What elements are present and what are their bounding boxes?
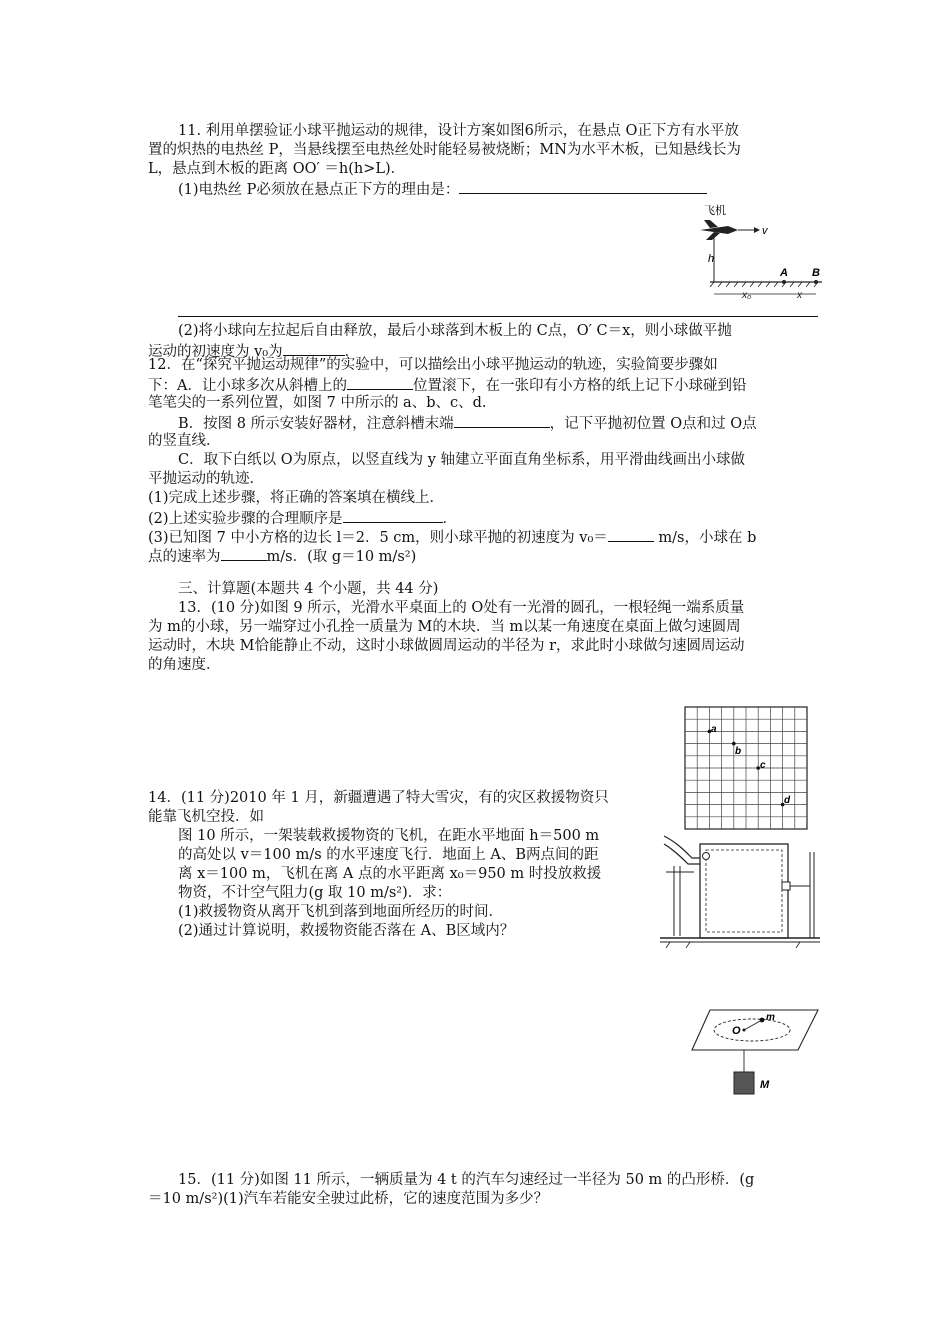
q12-step-c-line2: 平抛运动的轨迹．	[148, 471, 264, 487]
q11-line3: L，悬点到木板的距离 OO′ ＝h(h>L)．	[148, 161, 406, 177]
ball-icon	[703, 853, 710, 860]
q14-line3: 图 10 所示，一架装载救援物资的飞机，在距水平地面 h＝500 m	[178, 828, 600, 844]
label-a: A	[780, 267, 788, 279]
q11-part1-answer-line[interactable]	[178, 306, 818, 317]
q12-chute-blank[interactable]	[454, 413, 550, 428]
q14-line1: 14．(11 分)2010 年 1 月，新疆遭遇了特大雪灾，有的灾区救援物资只	[148, 790, 609, 806]
q15-line2: ＝10 m/s²)(1)汽车若能安全驶过此桥，它的速度范围为多少？	[148, 1191, 549, 1207]
point-a	[782, 280, 786, 284]
q12-sub3a: (3)已知图 7 中小方格的边长 l＝2．5 cm，则小球平抛的初速度为 v₀＝	[148, 530, 608, 546]
q14-line4: 的高处以 v＝100 m/s 的水平速度飞行．地面上 A、B两点间的距	[178, 847, 599, 863]
grid-label-c: c	[760, 760, 766, 771]
label-b: B	[812, 267, 820, 279]
chute-board-figure	[660, 832, 820, 950]
grid-label-a: a	[711, 724, 717, 735]
height-label: h	[708, 253, 715, 265]
q11-v0-blank[interactable]	[283, 341, 345, 356]
q12-sub3-line2	[148, 546, 416, 567]
q13-line2: 为 m的小球，另一端穿过小孔拴一质量为 M的木块．当 m以某一角速度在桌面上做匀速圆周	[148, 619, 741, 635]
q12-step-b	[178, 413, 757, 434]
q12-v0-blank[interactable]	[608, 527, 654, 542]
x-label: x	[797, 290, 802, 300]
q12-line3: 笔笔尖的一系列位置，如图 7 中所示的 a、b、c、d.	[148, 395, 487, 411]
q12-sub3c: 点的速率为	[148, 549, 221, 565]
table-hole-figure	[690, 1006, 820, 1098]
q11-line2: 置的炽热的电热丝 P，当悬线摆至电热丝处时能轻易被烧断；MN为水平木板，已知悬线长为	[148, 142, 741, 158]
label-o: O	[732, 1025, 741, 1037]
q12-sub2a: (2)上述实验步骤的合理顺序是	[148, 511, 343, 527]
grid-point-b	[732, 742, 736, 746]
plane-icon	[700, 220, 738, 240]
q15-line1: 15．(11 分)如图 11 所示，一辆质量为 4 t 的汽车匀速经过一半径为 50 m 的凸形桥．(g	[178, 1172, 755, 1188]
q12-line2b: 位置滚下，在一张印有小方格的纸上记下小球碰到铅	[412, 378, 747, 394]
point-b	[814, 280, 818, 284]
q12-sub2b: ．	[442, 511, 458, 527]
section3-heading: 三、计算题(本题共 4 个小题，共 44 分)	[178, 581, 439, 597]
q14-line5: 离 x＝100 m，飞机在离 A 点的水平距离 x₀＝950 m 时投放救援	[178, 866, 602, 882]
q11-line1: 11. 利用单摆验证小球平抛运动的规律，设计方案如图6所示，在悬点 O正下方有水平放	[178, 123, 739, 139]
q14-line2: 能靠飞机空投．如	[148, 809, 264, 825]
q11-part1-answer-blank[interactable]	[459, 179, 707, 194]
plane-drop-figure	[690, 200, 830, 300]
ball-m	[760, 1018, 765, 1023]
grid-trajectory-figure	[684, 706, 810, 832]
grid-label-d: d	[784, 795, 791, 806]
q11-part1	[178, 179, 707, 200]
board-frame	[700, 844, 788, 938]
velocity-label: v	[762, 225, 768, 237]
table-surface	[692, 1010, 818, 1050]
q12-sub1: (1)完成上述步骤，将正确的答案填在横线上．	[148, 490, 445, 506]
q14-line8: (2)通过计算说明，救援物资能否落在 A、B区域内？	[178, 923, 515, 939]
q13-line3: 运动时，木块 M恰能静止不动，这时小球做圆周运动的半径为 r，求此时小球做匀速圆周运动	[148, 638, 745, 654]
q11-part2-text: 运动的初速度为 v₀为	[148, 344, 283, 360]
q14-line7: (1)救援物资从离开飞机到落到地面所经历的时间．	[178, 904, 504, 920]
q12-sub2	[148, 508, 457, 529]
q12-order-blank[interactable]	[343, 508, 443, 523]
q12-sub3b: m/s，小球在 b	[653, 530, 757, 546]
clamp-icon	[782, 882, 790, 890]
q12-line2a: 下：A．让小球多次从斜槽上的	[148, 378, 347, 394]
label-m: m	[766, 1012, 775, 1023]
q12-sub3d: m/s．(取 g＝10 m/s²)	[266, 549, 417, 565]
q12-line1: 12．在“探究平抛运动规律”的实验中，可以描绘出小球平抛运动的轨迹，实验简要步骤如	[148, 357, 718, 373]
q14-line6: 物资，不计空气阻力(g 取 10 m/s²)．求：	[178, 885, 452, 901]
label-M: M	[760, 1079, 770, 1091]
block-M	[734, 1072, 754, 1094]
q12-step-b-b: ，记下平抛初位置 O点和过 O点	[549, 416, 757, 432]
q12-vb-blank[interactable]	[221, 546, 267, 561]
q13-line4: 的角速度．	[148, 657, 221, 673]
plane-label: 飞机	[704, 205, 726, 217]
q12-step-c-line1: C．取下白纸以 O为原点，以竖直线为 y 轴建立平面直角坐标系，用平滑曲线画出小球做	[178, 452, 745, 468]
x0-label: x₀	[742, 290, 752, 300]
q12-position-blank[interactable]	[347, 375, 413, 390]
q11-part2-line1: (2)将小球向左拉起后自由释放，最后小球落到木板上的 C点，O′ C＝x，则小球做平抛	[178, 323, 732, 339]
q12-line2	[148, 375, 746, 396]
grid-label-b: b	[735, 746, 742, 757]
q12-step-b-a: B．按图 8 所示安装好器材，注意斜槽末端	[178, 416, 454, 432]
q11-part2-end: ．	[344, 344, 360, 360]
q11-part1-text: (1)电热丝 P必须放在悬点正下方的理由是：	[178, 182, 460, 198]
q12-sub3	[148, 527, 756, 548]
q13-line1: 13．(10 分)如图 9 所示，光滑水平桌面上的 O处有一光滑的圆孔，一根轻绳一端系质量	[178, 600, 745, 616]
chute-bottom-curve	[664, 844, 700, 864]
q12-step-b-line2: 的竖直线．	[148, 433, 221, 449]
